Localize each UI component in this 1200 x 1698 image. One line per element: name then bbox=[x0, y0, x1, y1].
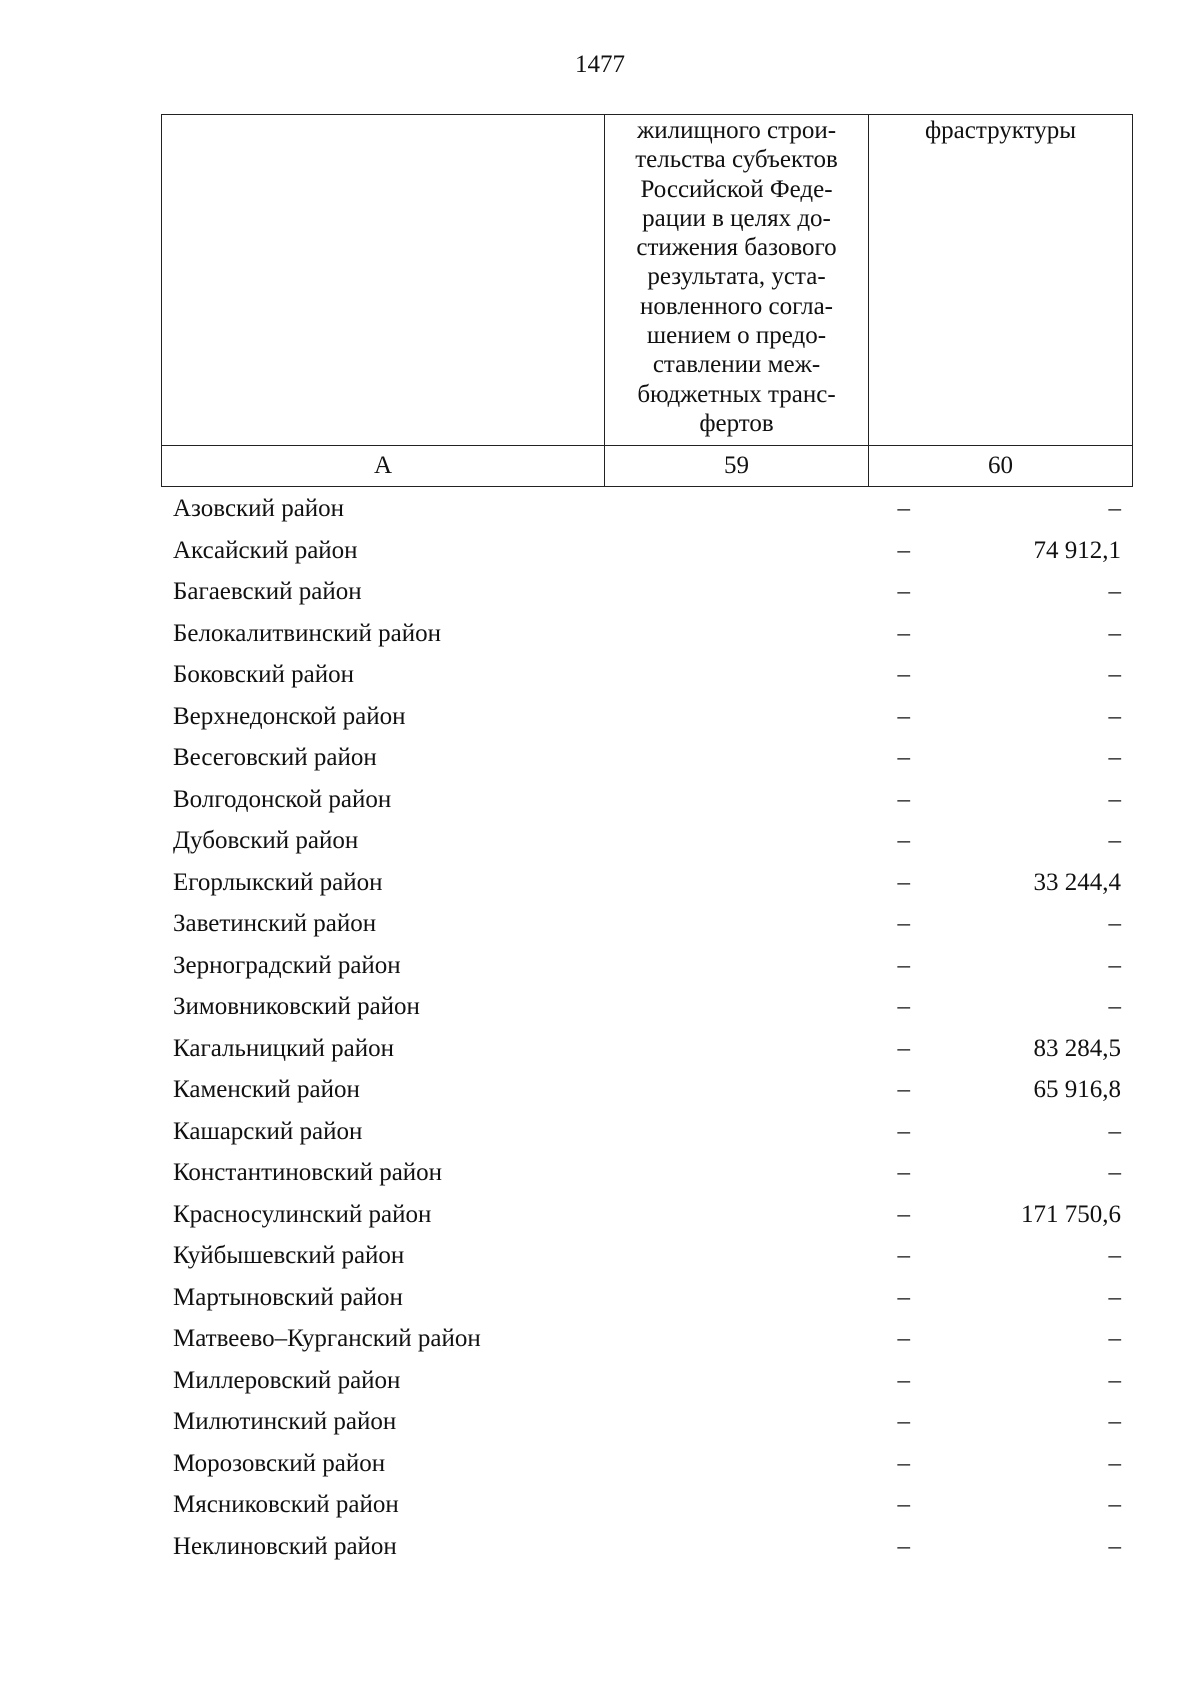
table-row bbox=[0, 571, 1200, 613]
district-name: Весеговский район bbox=[173, 744, 377, 771]
header-line: тельства субъектов bbox=[635, 146, 838, 174]
value-col-60: – bbox=[1108, 1242, 1121, 1269]
value-col-60: 65 916,8 bbox=[1033, 1076, 1121, 1103]
value-col-59: – bbox=[897, 868, 910, 896]
table-header bbox=[161, 114, 1133, 487]
value-col-60: – bbox=[1108, 1532, 1121, 1560]
value-col-60: – bbox=[1108, 1117, 1121, 1145]
header-line: Российской Феде- bbox=[640, 175, 833, 203]
value-col-59: – bbox=[897, 1449, 910, 1477]
table-row bbox=[0, 1194, 1200, 1236]
column-number-60: 60 bbox=[869, 446, 1133, 487]
column-title-59-text bbox=[605, 115, 868, 438]
value-col-59: – bbox=[897, 785, 910, 813]
value-col-59: – bbox=[897, 702, 910, 730]
district-name: Неклиновский район bbox=[173, 1532, 397, 1560]
value-col-60: – bbox=[1108, 993, 1121, 1020]
district-name: Дубовский район bbox=[173, 827, 359, 854]
district-name: Миллеровский район bbox=[173, 1366, 401, 1394]
value-col-59: – bbox=[897, 1117, 910, 1145]
value-col-60: 33 244,4 bbox=[1033, 868, 1121, 896]
value-col-60: – bbox=[1108, 495, 1121, 522]
table-row bbox=[0, 1028, 1200, 1070]
value-col-59: – bbox=[897, 1076, 910, 1103]
value-col-59: – bbox=[897, 661, 910, 688]
value-col-60: – bbox=[1108, 1159, 1121, 1186]
value-col-60: – bbox=[1108, 951, 1121, 979]
district-name: Константиновский район bbox=[173, 1159, 443, 1186]
table-row bbox=[0, 696, 1200, 738]
column-title-60 bbox=[869, 115, 1133, 446]
value-col-60: – bbox=[1108, 661, 1121, 688]
column-number-a: А bbox=[162, 446, 605, 487]
table-row bbox=[0, 1318, 1200, 1360]
value-col-60: – bbox=[1108, 785, 1121, 813]
header-line: фертов bbox=[699, 409, 774, 437]
value-col-59: – bbox=[897, 536, 910, 564]
district-name: Матвеево–Курганский район bbox=[173, 1325, 481, 1352]
header-line: стижения базового bbox=[636, 234, 837, 262]
table-row bbox=[0, 613, 1200, 655]
table-row bbox=[0, 1526, 1200, 1568]
value-col-60: 171 750,6 bbox=[1021, 1200, 1121, 1228]
table-row bbox=[0, 1484, 1200, 1526]
value-col-59: – bbox=[897, 827, 910, 854]
district-name: Зимовниковский район bbox=[173, 993, 420, 1020]
value-col-59: – bbox=[897, 578, 910, 605]
table-row bbox=[0, 779, 1200, 821]
district-name: Заветинский район bbox=[173, 910, 377, 937]
district-name: Красносулинский район bbox=[173, 1200, 432, 1228]
value-col-60: – bbox=[1108, 702, 1121, 730]
table-row bbox=[0, 945, 1200, 987]
value-col-60: – bbox=[1108, 1325, 1121, 1352]
column-title-name bbox=[162, 115, 605, 446]
value-col-59: – bbox=[897, 1491, 910, 1518]
header-line: шением о предо- bbox=[646, 322, 827, 350]
table-row bbox=[0, 654, 1200, 696]
value-col-59: – bbox=[897, 1283, 910, 1311]
table-row bbox=[0, 1401, 1200, 1443]
value-col-60: – bbox=[1108, 1283, 1121, 1311]
header-line: рации в целях до- bbox=[642, 204, 831, 232]
district-name: Боковский район bbox=[173, 661, 354, 688]
value-col-60: – bbox=[1108, 910, 1121, 937]
value-col-60: – bbox=[1108, 578, 1121, 605]
value-col-59: – bbox=[897, 1408, 910, 1435]
district-name: Волгодонской район bbox=[173, 785, 392, 813]
value-col-60: – bbox=[1108, 1449, 1121, 1477]
district-name: Мартыновский район bbox=[173, 1283, 403, 1311]
value-col-59: – bbox=[897, 1325, 910, 1352]
table-row bbox=[0, 903, 1200, 945]
table-row bbox=[0, 737, 1200, 779]
value-col-59: – bbox=[897, 1366, 910, 1394]
district-name: Кагальницкий район bbox=[173, 1034, 395, 1062]
table-row bbox=[0, 1111, 1200, 1153]
table-row bbox=[0, 488, 1200, 530]
column-title-59 bbox=[605, 115, 869, 446]
district-name: Егорлыкский район bbox=[173, 868, 383, 896]
table-row bbox=[0, 1277, 1200, 1319]
table-row bbox=[0, 1152, 1200, 1194]
value-col-59: – bbox=[897, 951, 910, 979]
value-col-59: – bbox=[897, 993, 910, 1020]
table-row bbox=[0, 1443, 1200, 1485]
value-col-60: – bbox=[1108, 1366, 1121, 1394]
district-name: Каменский район bbox=[173, 1076, 360, 1103]
column-titles-row bbox=[162, 115, 1133, 446]
district-name: Милютинский район bbox=[173, 1408, 397, 1435]
column-number-59: 59 bbox=[605, 446, 869, 487]
table-row bbox=[0, 1235, 1200, 1277]
header-line: бюджетных транс- bbox=[637, 380, 836, 408]
value-col-60: – bbox=[1108, 1491, 1121, 1518]
header-line: новленного согла- bbox=[639, 292, 834, 320]
district-name: Куйбышевский район bbox=[173, 1242, 405, 1269]
district-list bbox=[0, 488, 1200, 1567]
district-name: Азовский район bbox=[173, 495, 345, 522]
value-col-59: – bbox=[897, 1034, 910, 1062]
value-col-59: – bbox=[897, 619, 910, 647]
value-col-59: – bbox=[897, 1242, 910, 1269]
header-line: жилищного строи- bbox=[636, 117, 837, 144]
table-row bbox=[0, 820, 1200, 862]
value-col-60: – bbox=[1108, 827, 1121, 854]
district-name: Аксайский район bbox=[173, 536, 358, 564]
column-title-60-text bbox=[869, 115, 1132, 145]
header-line: фраструктуры bbox=[924, 117, 1076, 144]
table-row bbox=[0, 862, 1200, 904]
table-row bbox=[0, 1069, 1200, 1111]
value-col-59: – bbox=[897, 1159, 910, 1186]
page-number: 1477 bbox=[575, 51, 625, 78]
value-col-59: – bbox=[897, 1200, 910, 1228]
district-name: Белокалитвинский район bbox=[173, 619, 441, 647]
table-row bbox=[0, 530, 1200, 572]
district-name: Мясниковский район bbox=[173, 1491, 399, 1518]
value-col-60: 74 912,1 bbox=[1033, 536, 1121, 564]
district-name: Зерноградский район bbox=[173, 951, 401, 979]
header-line: результата, уста- bbox=[647, 263, 826, 291]
value-col-60: 83 284,5 bbox=[1033, 1034, 1121, 1062]
district-name: Морозовский район bbox=[173, 1449, 386, 1477]
header-line: ставлении меж- bbox=[652, 351, 821, 379]
value-col-59: – bbox=[897, 1532, 910, 1560]
district-name: Багаевский район bbox=[173, 578, 362, 605]
table-row bbox=[0, 1360, 1200, 1402]
column-numbers-row bbox=[162, 446, 1133, 487]
value-col-59: – bbox=[897, 744, 910, 771]
value-col-60: – bbox=[1108, 744, 1121, 771]
table-row bbox=[0, 986, 1200, 1028]
district-name: Верхнедонской район bbox=[173, 702, 406, 730]
district-name: Кашарский район bbox=[173, 1117, 363, 1145]
value-col-59: – bbox=[897, 495, 910, 522]
value-col-60: – bbox=[1108, 619, 1121, 647]
value-col-60: – bbox=[1108, 1408, 1121, 1435]
value-col-59: – bbox=[897, 910, 910, 937]
